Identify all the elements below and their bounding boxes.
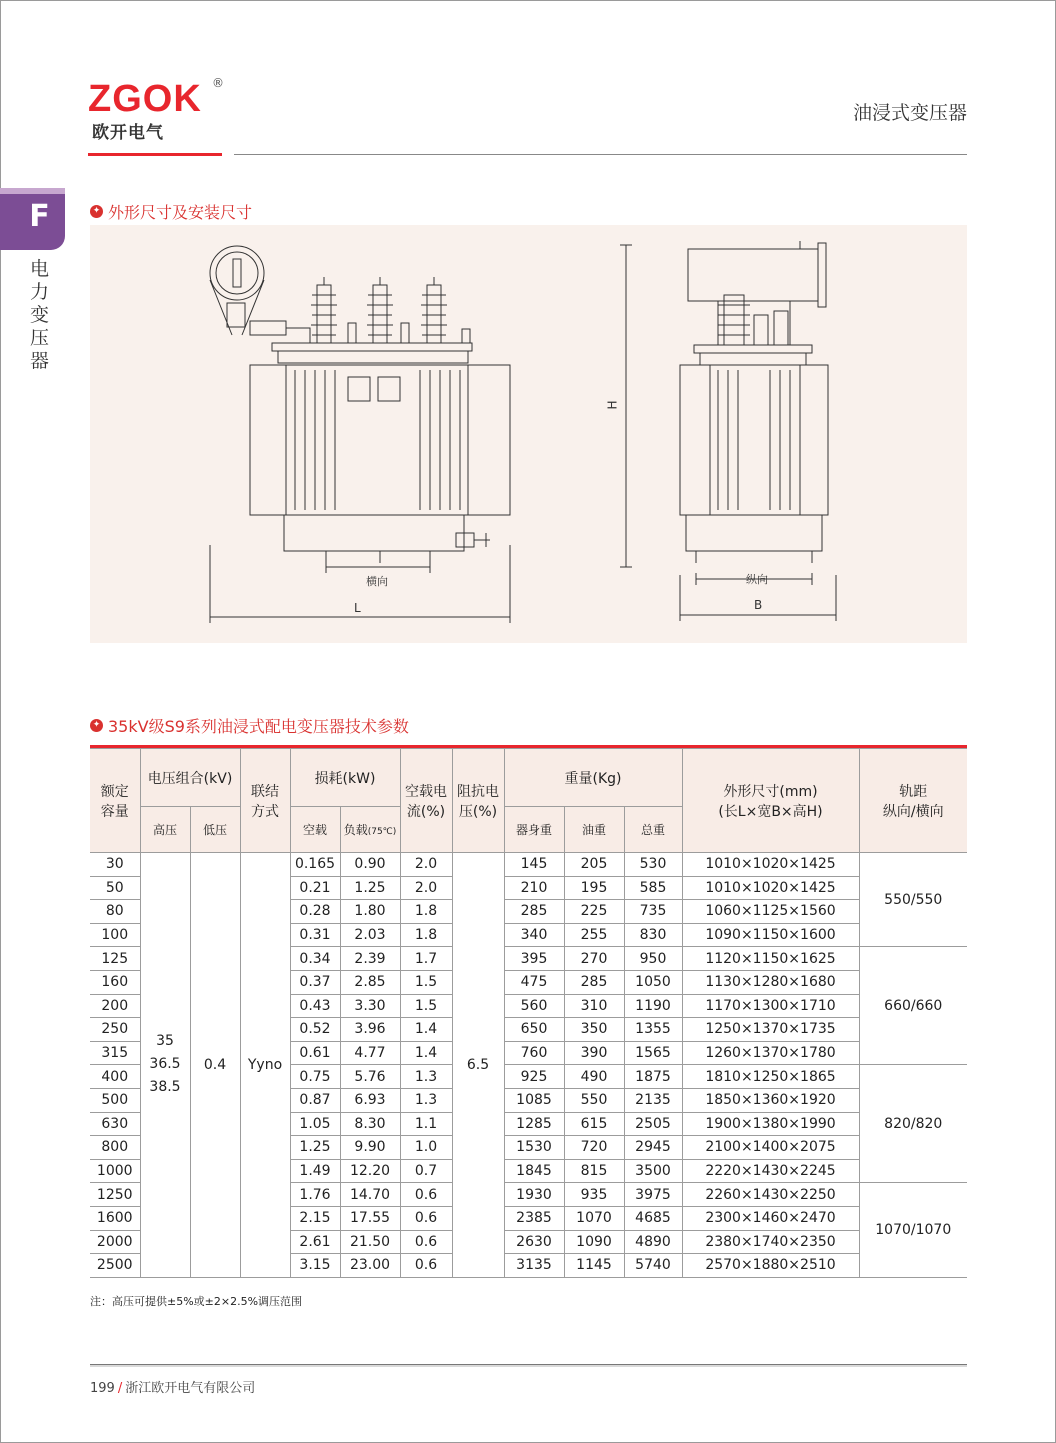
cell-no-load-current: 1.1 <box>400 1112 452 1136</box>
cell-no-load-current: 0.6 <box>400 1183 452 1207</box>
cell-body-weight: 1085 <box>504 1088 564 1112</box>
header-impedance: 阻抗电压(%) <box>452 749 504 853</box>
cell-hv <box>140 853 190 1278</box>
cell-body-weight: 760 <box>504 1041 564 1065</box>
cell-no-load-current: 1.3 <box>400 1065 452 1089</box>
cell-capacity: 400 <box>90 1065 140 1089</box>
cell-oil-weight: 390 <box>564 1041 624 1065</box>
cell-capacity: 2500 <box>90 1254 140 1278</box>
cell-oil-weight: 1070 <box>564 1206 624 1230</box>
cell-total-weight: 5740 <box>624 1254 682 1278</box>
header-body-weight: 器身重 <box>504 807 564 853</box>
cell-no-load-current: 1.8 <box>400 923 452 947</box>
cell-dimensions: 1170×1300×1710 <box>682 994 859 1018</box>
header-total-weight: 总重 <box>624 807 682 853</box>
company-name: 浙江欧开电气有限公司 <box>125 1381 256 1396</box>
cell-oil-weight: 205 <box>564 853 624 877</box>
page-title: 油浸式变压器 <box>852 102 967 124</box>
dimensions-subtitle: (长L×宽B×高H) <box>718 803 823 820</box>
cell-load-loss: 14.70 <box>340 1183 400 1207</box>
cell-dimensions: 1010×1020×1425 <box>682 853 859 877</box>
cell-body-weight: 395 <box>504 947 564 971</box>
footnote: 注：高压可提供±5%或±2×2.5%调压范围 <box>90 1295 303 1308</box>
cell-capacity: 1600 <box>90 1206 140 1230</box>
cell-total-weight: 4685 <box>624 1206 682 1230</box>
cell-total-weight: 1050 <box>624 970 682 994</box>
cell-no-load-current: 2.0 <box>400 876 452 900</box>
cell-total-weight: 4890 <box>624 1230 682 1254</box>
cell-total-weight: 2135 <box>624 1088 682 1112</box>
cell-load-loss: 1.25 <box>340 876 400 900</box>
cell-dimensions: 2100×1400×2075 <box>682 1136 859 1160</box>
cell-body-weight: 1845 <box>504 1159 564 1183</box>
header-gauge <box>859 749 967 853</box>
header-hv: 高压 <box>140 807 190 853</box>
cell-body-weight: 2385 <box>504 1206 564 1230</box>
section-heading-specs <box>90 714 409 737</box>
vertical-label: 纵向 <box>746 573 768 586</box>
cell-body-weight: 145 <box>504 853 564 877</box>
cell-capacity: 50 <box>90 876 140 900</box>
cell-no-load-current: 1.5 <box>400 970 452 994</box>
header-weight: 重量(Kg) <box>504 749 682 807</box>
cell-no-load-loss: 2.15 <box>290 1206 340 1230</box>
length-label: L <box>354 601 361 615</box>
header-load <box>340 807 400 853</box>
cell-dimensions: 2260×1430×2250 <box>682 1183 859 1207</box>
cell-no-load-current: 1.7 <box>400 947 452 971</box>
cell-no-load-loss: 0.34 <box>290 947 340 971</box>
cell-oil-weight: 815 <box>564 1159 624 1183</box>
cell-total-weight: 3975 <box>624 1183 682 1207</box>
cell-load-loss: 2.03 <box>340 923 400 947</box>
star-badge-icon: ✦ <box>90 205 103 218</box>
cell-no-load-loss: 0.165 <box>290 853 340 877</box>
cell-load-loss: 0.90 <box>340 853 400 877</box>
cell-dimensions: 1090×1150×1600 <box>682 923 859 947</box>
cell-no-load-current: 1.5 <box>400 994 452 1018</box>
cell-total-weight: 950 <box>624 947 682 971</box>
cell-no-load-current: 1.0 <box>400 1136 452 1160</box>
header-dimensions <box>682 749 859 853</box>
cell-body-weight: 925 <box>504 1065 564 1089</box>
cell-load-loss: 5.76 <box>340 1065 400 1089</box>
cell-body-weight: 1530 <box>504 1136 564 1160</box>
cell-body-weight: 210 <box>504 876 564 900</box>
cell-gauge: 1070/1070 <box>859 1183 967 1277</box>
cell-body-weight: 2630 <box>504 1230 564 1254</box>
cell-gauge: 660/660 <box>859 947 967 1065</box>
transformer-drawing-svg <box>90 225 967 643</box>
cell-capacity: 80 <box>90 900 140 924</box>
side-tab-letter: F <box>0 194 65 250</box>
cell-capacity: 315 <box>90 1041 140 1065</box>
cell-dimensions: 2300×1460×2470 <box>682 1206 859 1230</box>
cell-dimensions: 1260×1370×1780 <box>682 1041 859 1065</box>
cell-capacity: 1250 <box>90 1183 140 1207</box>
section-title: 35kV级S9系列油浸式配电变压器技术参数 <box>108 717 409 736</box>
cell-total-weight: 2505 <box>624 1112 682 1136</box>
cell-capacity: 125 <box>90 947 140 971</box>
cell-dimensions: 1120×1150×1625 <box>682 947 859 971</box>
cell-total-weight: 735 <box>624 900 682 924</box>
header-loss: 损耗(kW) <box>290 749 400 807</box>
cell-capacity: 1000 <box>90 1159 140 1183</box>
cell-no-load-loss: 1.25 <box>290 1136 340 1160</box>
cell-load-loss: 2.39 <box>340 947 400 971</box>
cell-load-loss: 3.30 <box>340 994 400 1018</box>
cell-oil-weight: 270 <box>564 947 624 971</box>
hv-value: 35 <box>156 1033 174 1050</box>
cell-oil-weight: 550 <box>564 1088 624 1112</box>
cell-total-weight: 2945 <box>624 1136 682 1160</box>
cell-body-weight: 3135 <box>504 1254 564 1278</box>
cell-oil-weight: 1090 <box>564 1230 624 1254</box>
cell-no-load-loss: 2.61 <box>290 1230 340 1254</box>
cell-oil-weight: 1145 <box>564 1254 624 1278</box>
cell-oil-weight: 490 <box>564 1065 624 1089</box>
cell-no-load-loss: 1.76 <box>290 1183 340 1207</box>
dimensions-title: 外形尺寸(mm) <box>723 783 818 800</box>
cell-no-load-current: 1.4 <box>400 1018 452 1042</box>
header-lv: 低压 <box>190 807 240 853</box>
gauge-subtitle: 纵向/横向 <box>882 803 944 820</box>
brand-name: ZGOK <box>88 78 202 120</box>
cell-no-load-loss: 0.21 <box>290 876 340 900</box>
cell-capacity: 250 <box>90 1018 140 1042</box>
header-voltage: 电压组合(kV) <box>140 749 240 807</box>
cell-capacity: 30 <box>90 853 140 877</box>
cell-no-load-loss: 0.52 <box>290 1018 340 1042</box>
cell-no-load-loss: 3.15 <box>290 1254 340 1278</box>
cell-load-loss: 3.96 <box>340 1018 400 1042</box>
cell-no-load-current: 0.7 <box>400 1159 452 1183</box>
cell-no-load-current: 2.0 <box>400 853 452 877</box>
footer-bar <box>90 1365 967 1367</box>
gauge-title: 轨距 <box>899 783 928 800</box>
header-oil-weight: 油重 <box>564 807 624 853</box>
side-tab-label: 电力变压器 <box>30 258 50 372</box>
header-no-load: 空载 <box>290 807 340 853</box>
cell-no-load-current: 0.6 <box>400 1230 452 1254</box>
cell-dimensions: 2380×1740×2350 <box>682 1230 859 1254</box>
cell-gauge: 550/550 <box>859 853 967 947</box>
cell-no-load-loss: 0.75 <box>290 1065 340 1089</box>
section-title: 外形尺寸及安装尺寸 <box>108 203 253 222</box>
cell-total-weight: 530 <box>624 853 682 877</box>
cell-total-weight: 1190 <box>624 994 682 1018</box>
cell-no-load-current: 1.3 <box>400 1088 452 1112</box>
load-temp-label: (75℃) <box>367 827 397 837</box>
cell-load-loss: 21.50 <box>340 1230 400 1254</box>
header-rated-capacity: 额定容量 <box>90 749 140 853</box>
cell-total-weight: 3500 <box>624 1159 682 1183</box>
cell-no-load-loss: 1.49 <box>290 1159 340 1183</box>
cell-oil-weight: 285 <box>564 970 624 994</box>
section-heading-dimensions <box>90 200 252 223</box>
cell-capacity: 100 <box>90 923 140 947</box>
cell-capacity: 2000 <box>90 1230 140 1254</box>
cell-body-weight: 1285 <box>504 1112 564 1136</box>
height-label: H <box>605 400 620 410</box>
horizontal-label: 横向 <box>366 575 388 588</box>
logo-underline <box>88 153 222 156</box>
cell-no-load-loss: 0.28 <box>290 900 340 924</box>
cell-load-loss: 9.90 <box>340 1136 400 1160</box>
cell-total-weight: 585 <box>624 876 682 900</box>
spec-table <box>90 748 967 1278</box>
cell-dimensions: 2570×1880×2510 <box>682 1254 859 1278</box>
star-badge-icon: ✦ <box>90 719 103 732</box>
cell-load-loss: 6.93 <box>340 1088 400 1112</box>
cell-load-loss: 2.85 <box>340 970 400 994</box>
cell-total-weight: 1875 <box>624 1065 682 1089</box>
cell-impedance: 6.5 <box>452 853 504 1278</box>
cell-capacity: 500 <box>90 1088 140 1112</box>
cell-body-weight: 475 <box>504 970 564 994</box>
cell-connection: Yyno <box>240 853 290 1278</box>
cell-oil-weight: 225 <box>564 900 624 924</box>
cell-capacity: 630 <box>90 1112 140 1136</box>
cell-total-weight: 830 <box>624 923 682 947</box>
brand-subtitle: 欧开电气 <box>92 123 164 143</box>
cell-oil-weight: 310 <box>564 994 624 1018</box>
width-label: B <box>754 598 763 612</box>
cell-body-weight: 650 <box>504 1018 564 1042</box>
cell-no-load-current: 0.6 <box>400 1254 452 1278</box>
cell-no-load-loss: 0.61 <box>290 1041 340 1065</box>
cell-oil-weight: 615 <box>564 1112 624 1136</box>
cell-gauge: 820/820 <box>859 1065 967 1183</box>
cell-load-loss: 1.80 <box>340 900 400 924</box>
cell-no-load-loss: 0.43 <box>290 994 340 1018</box>
cell-oil-weight: 350 <box>564 1018 624 1042</box>
cell-oil-weight: 195 <box>564 876 624 900</box>
cell-load-loss: 8.30 <box>340 1112 400 1136</box>
cell-dimensions: 1060×1125×1560 <box>682 900 859 924</box>
cell-capacity: 200 <box>90 994 140 1018</box>
cell-load-loss: 4.77 <box>340 1041 400 1065</box>
cell-body-weight: 560 <box>504 994 564 1018</box>
header-divider <box>234 154 967 155</box>
cell-capacity: 160 <box>90 970 140 994</box>
cell-dimensions: 1900×1380×1990 <box>682 1112 859 1136</box>
cell-capacity: 800 <box>90 1136 140 1160</box>
cell-load-loss: 12.20 <box>340 1159 400 1183</box>
cell-no-load-current: 0.6 <box>400 1206 452 1230</box>
cell-dimensions: 1810×1250×1865 <box>682 1065 859 1089</box>
cell-oil-weight: 720 <box>564 1136 624 1160</box>
cell-body-weight: 1930 <box>504 1183 564 1207</box>
page-number: 199 <box>90 1381 115 1396</box>
spec-table-body <box>90 853 967 1278</box>
cell-no-load-loss: 0.37 <box>290 970 340 994</box>
cell-body-weight: 285 <box>504 900 564 924</box>
cell-no-load-loss: 0.31 <box>290 923 340 947</box>
registered-mark: ® <box>212 76 224 90</box>
cell-no-load-loss: 0.87 <box>290 1088 340 1112</box>
header-no-load-current: 空载电流(%) <box>400 749 452 853</box>
cell-load-loss: 17.55 <box>340 1206 400 1230</box>
brand-logo <box>88 76 238 160</box>
cell-oil-weight: 255 <box>564 923 624 947</box>
cell-dimensions: 1130×1280×1680 <box>682 970 859 994</box>
load-label: 负载 <box>343 823 368 837</box>
cell-body-weight: 340 <box>504 923 564 947</box>
cell-oil-weight: 935 <box>564 1183 624 1207</box>
cell-dimensions: 1850×1360×1920 <box>682 1088 859 1112</box>
cell-total-weight: 1355 <box>624 1018 682 1042</box>
header-connection: 联结方式 <box>240 749 290 853</box>
cell-dimensions: 2220×1430×2245 <box>682 1159 859 1183</box>
cell-dimensions: 1010×1020×1425 <box>682 876 859 900</box>
cell-total-weight: 1565 <box>624 1041 682 1065</box>
hv-value: 38.5 <box>149 1079 181 1096</box>
table-row <box>90 853 967 877</box>
cell-load-loss: 23.00 <box>340 1254 400 1278</box>
footer-slash: / <box>117 1381 123 1396</box>
cell-no-load-current: 1.4 <box>400 1041 452 1065</box>
hv-value: 36.5 <box>149 1056 181 1073</box>
dimension-drawing <box>90 225 967 643</box>
footer <box>90 1377 255 1396</box>
cell-lv: 0.4 <box>190 853 240 1278</box>
cell-dimensions: 1250×1370×1735 <box>682 1018 859 1042</box>
cell-no-load-current: 1.8 <box>400 900 452 924</box>
cell-no-load-loss: 1.05 <box>290 1112 340 1136</box>
